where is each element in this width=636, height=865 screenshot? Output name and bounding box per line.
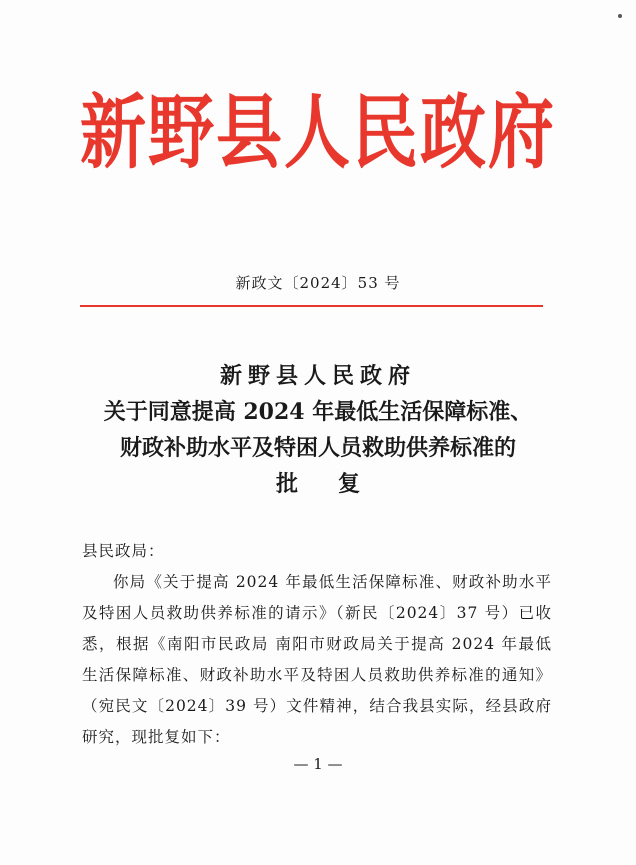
- scan-speck: [618, 14, 622, 18]
- document-number: 新政文〔2024〕53 号: [235, 274, 401, 292]
- heading-line-3: 财政补助水平及特困人员救助供养标准的: [119, 435, 516, 461]
- red-divider-line: [80, 305, 543, 307]
- document-body: [82, 536, 552, 753]
- heading-line-2: 关于同意提高 2024 年最低生活保障标准、: [103, 399, 533, 425]
- letterhead-title: 新野县人民政府: [80, 84, 556, 180]
- heading-line-1: 新野县人民政府: [219, 363, 416, 389]
- body-paragraph: 你局《关于提高 2024 年最低生活保障标准、财政补助水平及特困人员救助供养标准的请示》（新民〔2024〕37 号）已收悉，根据《南阳市民政局 南阳市财政局关于提高 2024 年最低生活保障标准、财政补助水平及特困人员救助供养标准的通知》（宛民文〔2024〕39 号）文件精神，结合我县实际，经县政府研究，现批复如下：: [82, 573, 552, 746]
- document-heading: [0, 358, 636, 502]
- heading-line-4: 批复: [275, 471, 400, 497]
- page-number: — 1 —: [293, 755, 343, 773]
- salutation: 县民政局：: [82, 542, 165, 560]
